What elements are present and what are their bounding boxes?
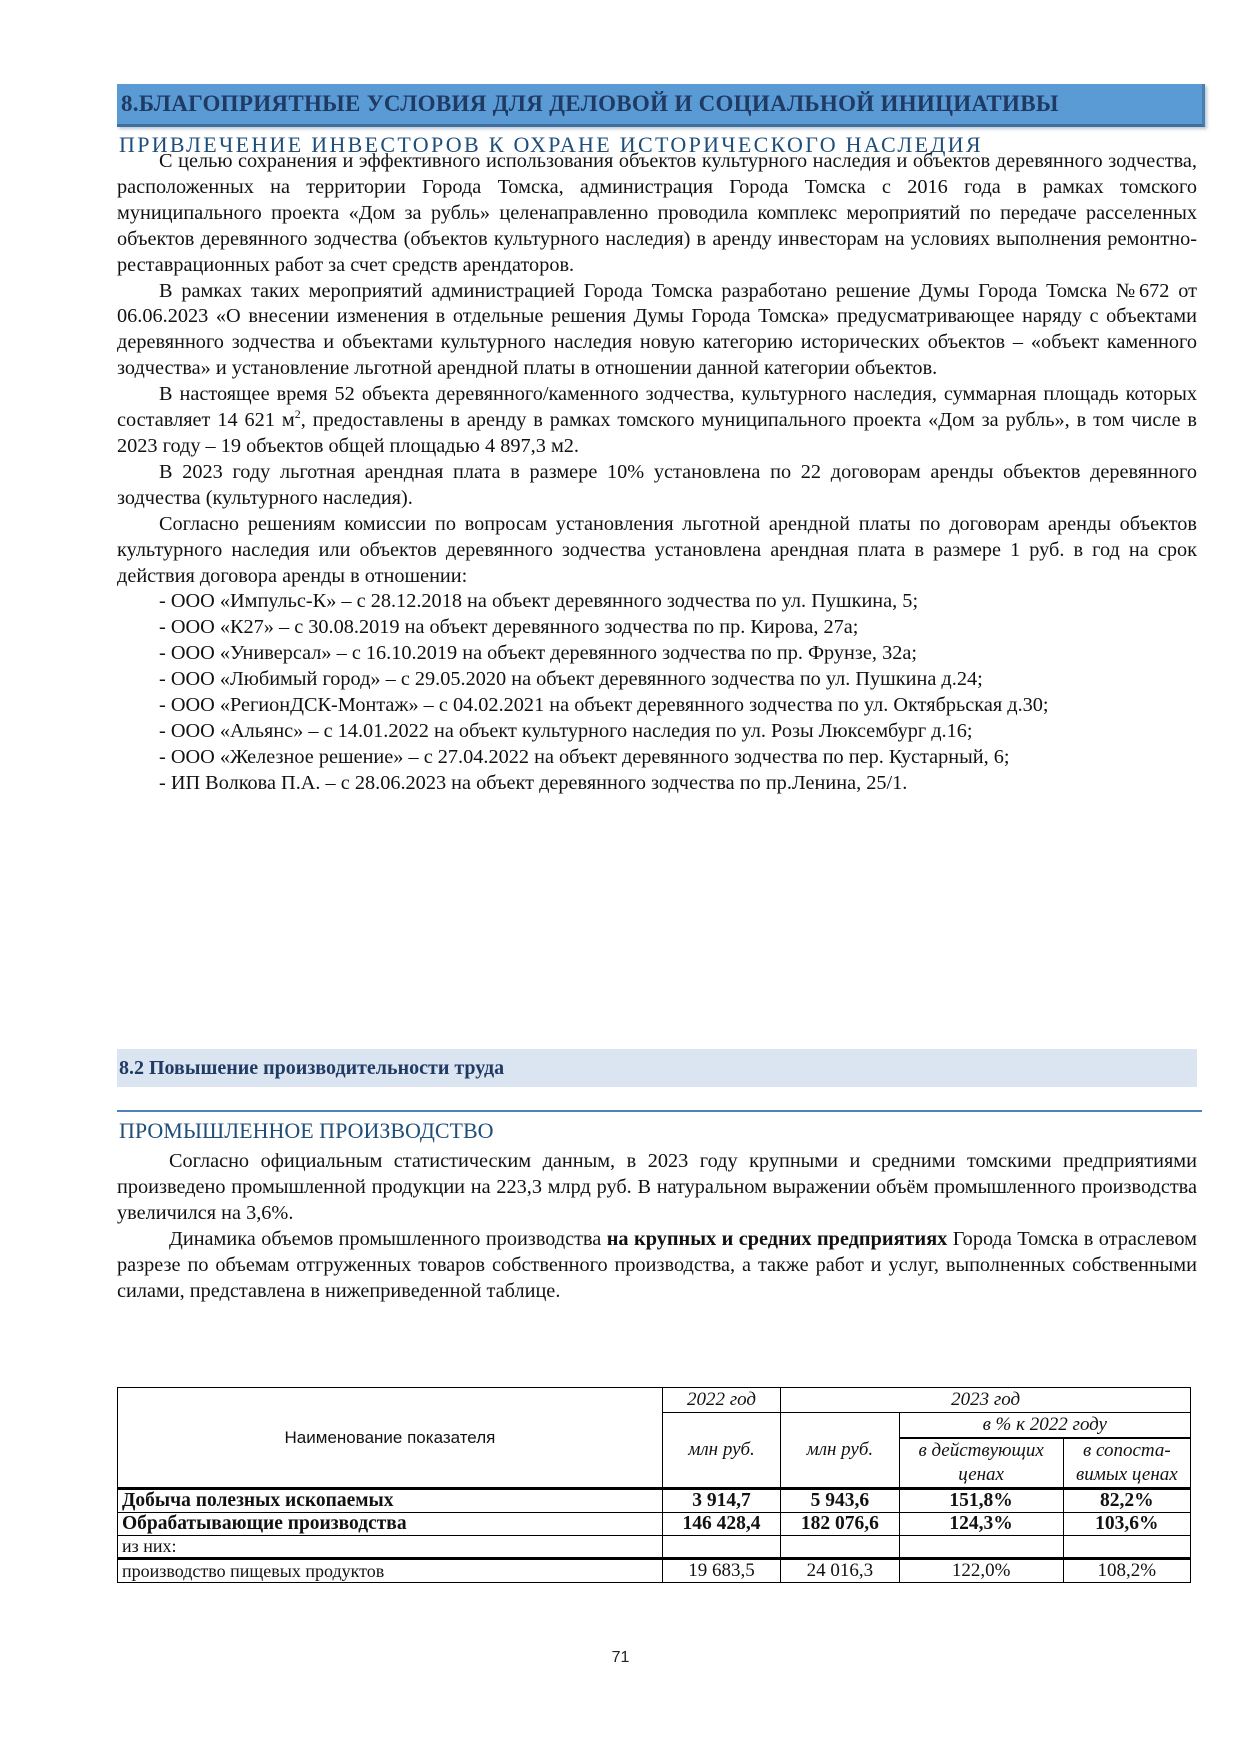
paragraph: В рамках таких мероприятий администрацией Города Томска разработано решение Думы Города Томска №672 от 06.06.2023 «О внесении изменения в отдельные решения Думы Города Томска» предусматривающее наряду с объектами деревянного зодчества и объектами культурного наследия новую категорию исторических объектов – «объект каменного зодчества» и установление льготной арендной платы в отношении данной категории объектов. xyxy=(117,279,1197,380)
section-heading-industry: ПРОМЫШЛЕННОЕ ПРОИЗВОДСТВО xyxy=(119,1118,494,1143)
pct-group-header: в % к 2022 году xyxy=(899,1413,1190,1439)
section-heading-investors: ПРИВЛЕЧЕНИЕ ИНВЕСТОРОВ К ОХРАНЕ ИСТОРИЧЕСКОГО НАСЛЕДИЯ xyxy=(119,132,983,157)
paragraph: Согласно официальным статистическим данным, в 2023 году крупными и средними томскими предприятиями произведено промышленной продукции на 223,3 млрд руб. В натуральном выражении объём промышленного производства увеличился на 3,6%. xyxy=(117,1150,1197,1224)
column-header-2023: 2023 год xyxy=(781,1388,1191,1413)
section-8-2-title: 8.2 Повышение производительности труда xyxy=(119,1057,505,1079)
list-item: - ООО «РегионДСК-Монтаж» – с 04.02.2021 на объект деревянного зодчества по ул. Октябрьская д.30; xyxy=(159,694,1049,717)
pct-current-header: в действующих ценах xyxy=(899,1438,1063,1489)
table-row: Добыча полезных ископаемых 3 914,7 5 943,6 151,8% 82,2% xyxy=(118,1489,1191,1513)
unit-2022: млн руб. xyxy=(662,1413,780,1489)
paragraph-area: В настоящее время 52 объекта деревянного/каменного зодчества, культурного наследия, суммарная площадь которых составляет 14 621 $м^2$, предоставлены в аренду в рамках томского муниципального проекта «Дом за рубль», в том числе в 2023 году – 19 объектов общей площадью 4 897,3 м2. xyxy=(117,383,1197,457)
unit-2023: млн руб. xyxy=(781,1413,899,1489)
page-number: 71 xyxy=(611,1649,630,1666)
table-row: производство пищевых продуктов 19 683,5 24 016,3 122,0% 108,2% xyxy=(118,1559,1191,1583)
column-header-2022: 2022 год xyxy=(662,1388,780,1413)
list-item: - ООО «Любимый город» – с 29.05.2020 на объект деревянного зодчества по ул. Пушкина д.24; xyxy=(159,668,983,691)
section-8-2-bar xyxy=(117,1049,1197,1087)
paragraph: Согласно решениям комиссии по вопросам установления льготной арендной платы по договорам аренды объектов культурного наследия или объектов деревянного зодчества установлена арендная плата в размере 1 руб. в год на срок действия договора аренды в отношении: xyxy=(117,512,1197,587)
chapter-title: 8.БЛАГОПРИЯТНЫЕ УСЛОВИЯ ДЛЯ ДЕЛОВОЙ И СОЦИАЛЬНОЙ ИНИЦИАТИВЫ xyxy=(121,91,1059,116)
paragraph: С целью сохранения и эффективного использования объектов культурного наследия и объектов деревянного зодчества, расположенных на территории Города Томска, администрация Города Томска с 2016 года в рамках томского муниципального проекта «Дом за рубль» целенаправленно проводила комплекс мероприятий по передаче расселенных объектов деревянного зодчества (объектов культурного наследия) в аренду инвесторам на условиях выполнения ремонтно-реставрационных работ за счет средств арендаторов. xyxy=(117,150,1197,276)
divider xyxy=(117,1110,1202,1112)
section2-body xyxy=(117,1149,1197,1304)
section1-body xyxy=(117,149,1197,797)
chapter-banner xyxy=(117,84,1205,127)
list-item: - ООО «Альянс» – с 14.01.2022 на объект культурного наследия по ул. Розы Люксембург д.16; xyxy=(159,719,973,742)
paragraph: В 2023 году льготная арендная плата в размере 10% установлена по 22 договорам аренды объектов деревянного зодчества (культурного наследия). xyxy=(117,460,1197,509)
list-item: - ООО «Универсал» – с 16.10.2019 на объект деревянного зодчества по пр. Фрунзе, 32а; xyxy=(159,642,917,665)
list-item: - ООО «Железное решение» – с 27.04.2022 на объект деревянного зодчества по пер. Кустарный, 6; xyxy=(159,745,1010,768)
column-header-name: Наименование показателя xyxy=(118,1388,663,1489)
paragraph: Динамика объемов промышленного производства на крупных и средних предприятиях Города Томска в отраслевом разрезе по объемам отгруженных товаров собственного производства, а также работ и услуг, выполненных собственными силами, представлена в нижеприведенной таблице. xyxy=(117,1227,1197,1302)
table-row: из них: xyxy=(118,1536,1191,1559)
list-item: - ООО «К27» – с 30.08.2019 на объект деревянного зодчества по пр. Кирова, 27а; xyxy=(159,616,859,639)
table-row: Обрабатывающие производства 146 428,4 182 076,6 124,3% 103,6% xyxy=(118,1513,1191,1536)
list-item: - ИП Волкова П.А. – с 28.06.2023 на объект деревянного зодчества по пр.Ленина, 25/1. xyxy=(159,771,908,794)
list-item: - ООО «Импульс-К» – с 28.12.2018 на объект деревянного зодчества по ул. Пушкина, 5; xyxy=(159,590,919,613)
industry-table xyxy=(117,1387,1191,1583)
pct-comparable-header: в сопоста-вимых ценах xyxy=(1063,1438,1190,1489)
